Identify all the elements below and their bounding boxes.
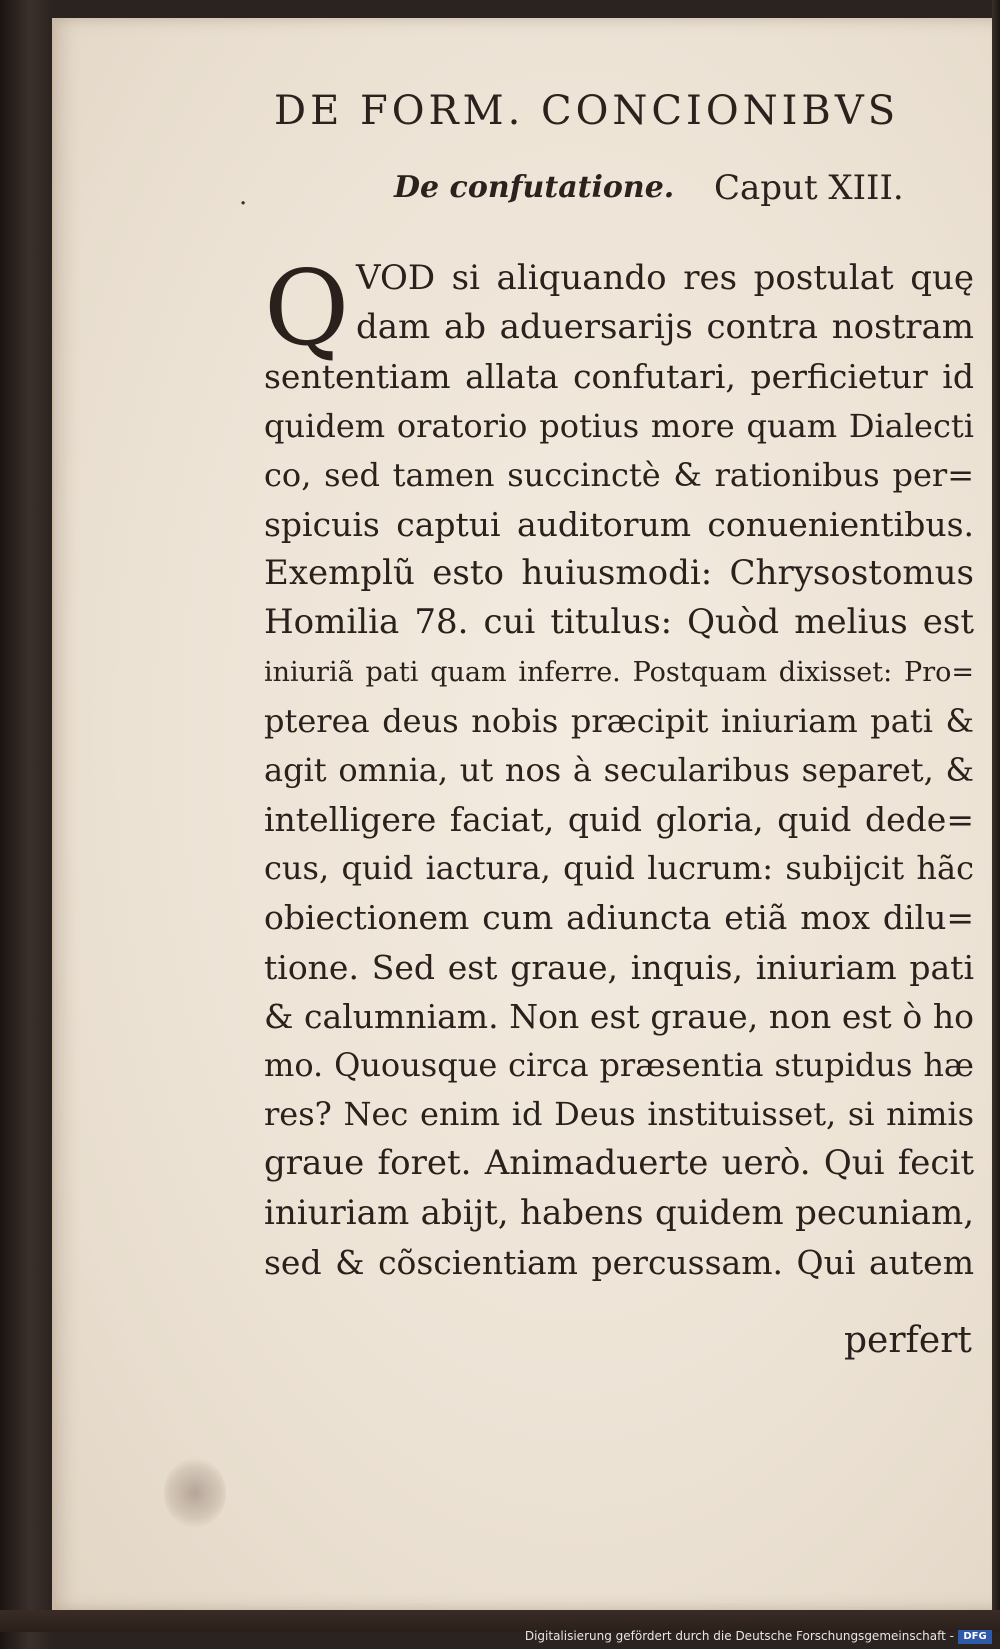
text-line: Exemplũ esto huiusmodi: Chrysostomus [264, 553, 974, 594]
ink-stain [164, 1458, 226, 1528]
body-text [264, 247, 974, 1287]
text-line: sed & cõscientiam percussam. Qui autem [264, 1242, 974, 1282]
section-heading [394, 168, 914, 208]
text-line: & calumniam. Non est graue, non est ò ho [264, 996, 974, 1036]
text-line: graue foret. Animaduerte uerò. Qui fecit [264, 1143, 974, 1184]
text-line: intelligere faciat, quid gloria, quid dede= [264, 800, 974, 840]
drop-capital: Q [264, 247, 350, 369]
catchword: perfert [844, 1320, 972, 1361]
text-line: quidem oratorio potius more quam Dialecti [264, 406, 974, 445]
text-line: cus, quid iactura, quid lucrum: subijcit hãc [264, 849, 974, 888]
text-line: res? Nec enim id Deus instituisset, si nimis [264, 1095, 974, 1134]
text-line: obiectionem cum adiuncta etiã mox dilu= [264, 898, 974, 938]
text-line: iniuriam abijt, habens quidem pecuniam, [264, 1192, 974, 1233]
text-line: dam ab aduersarijs contra nostram [356, 307, 974, 348]
section-title: De confutatione. [394, 170, 675, 205]
dfg-logo: DFG [958, 1630, 992, 1644]
margin-dot: · [239, 189, 248, 219]
digitization-credit: Digitalisierung gefördert durch die Deutsche Forschungsgemeinschaft - [524, 1629, 954, 1643]
chapter-number: Caput XIII. [714, 168, 904, 208]
text-line: co, sed tamen succinctè & rationibus per= [264, 455, 974, 494]
text-line: iniuriã pati quam inferre. Postquam dixisset: Pro= [264, 656, 974, 688]
text-line: agit omnia, ut nos à secularibus separet, & [264, 750, 974, 789]
text-line: sententiam allata confutari, perficietur id [264, 357, 974, 397]
running-title: DE FORM. CONCIONIBVS [274, 88, 900, 134]
text-line: tione. Sed est graue, inquis, iniuriam pati [264, 947, 974, 987]
text-line: Homilia 78. cui titulus: Quòd melius est [264, 602, 974, 643]
text-line: mo. Quousque circa præsentia stupidus hæ [264, 1046, 974, 1084]
text-line: VOD si aliquando res postulat quę [356, 258, 974, 298]
book-page [52, 18, 1000, 1610]
page-edge-right [992, 0, 1000, 1610]
text-line: pterea deus nobis præcipit iniuriam pati & [264, 701, 974, 740]
text-line: spicuis captui auditorum conuenientibus. [264, 504, 974, 544]
